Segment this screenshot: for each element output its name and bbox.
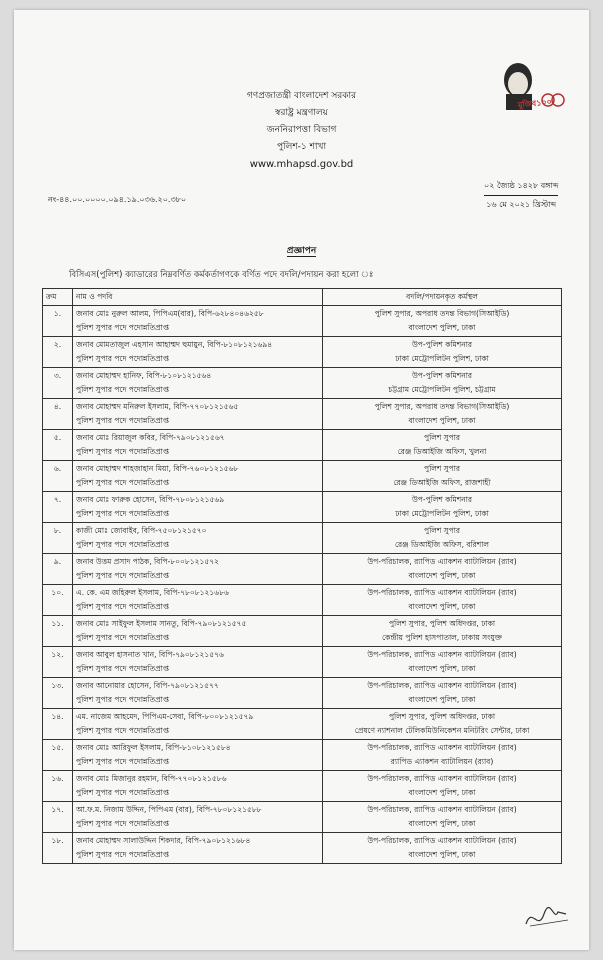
table-row: [43, 802, 562, 833]
officer-name: জনাব আনোয়ার হোসেন, বিপি-৭৯০৮১২১৫৭৭: [76, 681, 219, 690]
posting-line-2: বাংলাদেশ পুলিশ, ঢাকা: [408, 695, 476, 704]
table-row: [43, 647, 562, 678]
officer-name: জনাব মোহাম্মদ হানিফ, বিপি-৮১০৮১২১৫৬৪: [76, 371, 212, 380]
posting-line-2: চট্টগ্রাম মেট্রোপলিটন পুলিশ, চট্টগ্রাম: [388, 385, 496, 394]
row-name-cell: [73, 523, 323, 554]
row-name-cell: [73, 678, 323, 709]
table-row: [43, 709, 562, 740]
posting-line-1: পুলিশ সুপার, পুলিশ অধিদপ্তর, ঢাকা: [388, 712, 496, 721]
officer-name: জনাব মোহাম্মদ শাহজাহান মিয়া, বিপি-৭৬০৮১২১৫৬৮: [76, 464, 239, 473]
row-name-cell: [73, 616, 323, 647]
posting-line-1: পুলিশ সুপার, অপরাধ তদন্ত বিভাগ(সিআইডি): [374, 309, 510, 318]
posting-line-1: পুলিশ সুপার, পুলিশ অধিদপ্তর, ঢাকা: [388, 619, 496, 628]
row-serial: ৬.: [43, 461, 73, 492]
promotion-note: পুলিশ সুপার পদে পদোন্নতিপ্রাপ্ত: [76, 850, 170, 859]
promotion-note: পুলিশ সুপার পদে পদোন্নতিপ্রাপ্ত: [76, 633, 170, 642]
row-posting-cell: [323, 337, 562, 368]
row-posting-cell: [323, 616, 562, 647]
promotion-note: পুলিশ সুপার পদে পদোন্নতিপ্রাপ্ত: [76, 788, 170, 797]
govt-name: গণপ্রজাতন্ত্রী বাংলাদেশ সরকার: [246, 91, 357, 101]
row-posting-cell: [323, 430, 562, 461]
officer-name: জনাব মোঃ নুরুল আলম, পিপিএম(বার), বিপি-৬২৮৪০৪৬২৫৮: [76, 309, 264, 318]
row-name-cell: [73, 740, 323, 771]
row-serial: ১০.: [43, 585, 73, 616]
promotion-note: পুলিশ সুপার পদে পদোন্নতিপ্রাপ্ত: [76, 385, 170, 394]
posting-line-2: র‍্যাপিড এ্যাকশন ব্যাটালিয়ন (র‍্যাব): [390, 757, 494, 766]
posting-line-1: উপ-পরিচালক, র‍্যাপিড এ্যাকশন ব্যাটালিয়ন (র‍্যাব): [367, 774, 517, 783]
posting-line-2: ঢাকা মেট্রোপলিটন পুলিশ, ঢাকা: [395, 509, 489, 518]
header-posting: বদলি/পদায়নকৃত কর্মস্থল: [323, 289, 562, 306]
table-row: [43, 461, 562, 492]
signature: [522, 902, 572, 932]
row-serial: ১২.: [43, 647, 73, 678]
row-name-cell: [73, 802, 323, 833]
posting-line-1: পুলিশ সুপার: [424, 433, 460, 442]
row-name-cell: [73, 461, 323, 492]
section-name: পুলিশ-১ শাখা: [276, 142, 327, 152]
row-serial: ৮.: [43, 523, 73, 554]
document-title: প্রজ্ঞাপন: [286, 246, 317, 256]
posting-line-2: কেন্দ্রীয় পুলিশ হাসপাতাল, ঢাকায় সংযুক্ত: [382, 633, 502, 642]
logo-text: মুজিব১০০: [517, 97, 553, 110]
promotion-note: পুলিশ সুপার পদে পদোন্নতিপ্রাপ্ত: [76, 540, 170, 549]
row-serial: ১৫.: [43, 740, 73, 771]
row-serial: ৩.: [43, 368, 73, 399]
posting-line-2: রেঞ্জ ডিআইজি অফিস, বরিশাল: [394, 540, 489, 549]
table-row: [43, 492, 562, 523]
row-posting-cell: [323, 492, 562, 523]
promotion-note: পুলিশ সুপার পদে পদোন্নতিপ্রাপ্ত: [76, 323, 170, 332]
row-name-cell: [73, 368, 323, 399]
posting-line-2: বাংলাদেশ পুলিশ, ঢাকা: [408, 819, 476, 828]
posting-line-2: বাংলাদেশ পুলিশ, ঢাকা: [408, 850, 476, 859]
row-serial: ৯.: [43, 554, 73, 585]
table-row: [43, 771, 562, 802]
posting-line-2: রেঞ্জ ডিআইজি অফিস, খুলনা: [397, 447, 487, 456]
table-row: [43, 554, 562, 585]
row-posting-cell: [323, 678, 562, 709]
promotion-note: পুলিশ সুপার পদে পদোন্নতিপ্রাপ্ত: [76, 416, 170, 425]
website: www.mhapsd.gov.bd: [249, 159, 354, 170]
posting-line-1: উপ-পরিচালক, র‍্যাপিড এ্যাকশন ব্যাটালিয়ন (র‍্যাব): [367, 557, 517, 566]
posting-line-1: উপ-পুলিশ কমিশনার: [411, 340, 473, 349]
date-block: [484, 180, 558, 212]
table-row: [43, 678, 562, 709]
memo-number: নং-৪৪.০০.০০০০.০৯৪.১৯.০৩৬.২০.৩৮০: [48, 195, 187, 204]
ministry-name: স্বরাষ্ট্র মন্ত্রণালয়: [275, 108, 328, 118]
table-row: [43, 740, 562, 771]
officer-name: জনাব মোহাম্মদ সালাউদ্দিন শিকদার, বিপি-৭৯০৮১২১৬৮৪: [76, 836, 251, 845]
row-serial: ১.: [43, 306, 73, 337]
officer-name: এ. কে. এম জহিরুল ইসলাম, বিপি-৭৮০৮১২১৬৮৬: [76, 588, 229, 597]
posting-line-1: উপ-পরিচালক, র‍্যাপিড এ্যাকশন ব্যাটালিয়ন (র‍্যাব): [367, 836, 517, 845]
row-serial: ১৭.: [43, 802, 73, 833]
posting-line-1: উপ-পরিচালক, র‍্যাপিড এ্যাকশন ব্যাটালিয়ন (র‍্যাব): [367, 681, 517, 690]
row-serial: ১৮.: [43, 833, 73, 864]
row-serial: ১১.: [43, 616, 73, 647]
table-row: [43, 616, 562, 647]
promotion-note: পুলিশ সুপার পদে পদোন্নতিপ্রাপ্ত: [76, 478, 170, 487]
document-page: [14, 10, 589, 950]
officer-name: জনাব মোঃ আরিফুল ইসলাম, বিপি-৮১০৮১২১৫৮৪: [76, 743, 231, 752]
promotion-note: পুলিশ সুপার পদে পদোন্নতিপ্রাপ্ত: [76, 695, 170, 704]
row-serial: ৭.: [43, 492, 73, 523]
letterhead: [14, 88, 589, 173]
table-row: [43, 368, 562, 399]
promotion-note: পুলিশ সুপার পদে পদোন্নতিপ্রাপ্ত: [76, 726, 170, 735]
row-name-cell: [73, 306, 323, 337]
row-posting-cell: [323, 368, 562, 399]
posting-line-2: বাংলাদেশ পুলিশ, ঢাকা: [408, 664, 476, 673]
row-posting-cell: [323, 554, 562, 585]
row-name-cell: [73, 492, 323, 523]
posting-line-2: বাংলাদেশ পুলিশ, ঢাকা: [408, 602, 476, 611]
row-posting-cell: [323, 647, 562, 678]
posting-line-1: পুলিশ সুপার: [424, 464, 460, 473]
header-name: নাম ও পদবি: [73, 289, 323, 306]
officer-name: জনাব মোঃ মিজানুর রহমান, বিপি-৭৭০৮১২১৫৮৬: [76, 774, 227, 783]
officer-name: জনাব মোঃ সাইফুল ইসলাম সানতু, বিপি-৭৯০৮১২১৫৭৫: [76, 619, 247, 628]
intro-text: বিসিএস(পুলিশ) ক্যাডারের নিম্নবর্ণিত কর্মকর্তাগণকে বর্ণিত পদে বদলি/পদায়ন করা হলো ঃ: [69, 270, 374, 280]
table-row: [43, 585, 562, 616]
row-serial: ২.: [43, 337, 73, 368]
posting-line-1: উপ-পরিচালক, র‍্যাপিড এ্যাকশন ব্যাটালিয়ন (র‍্যাব): [367, 650, 517, 659]
table-row: [43, 430, 562, 461]
table-row: [43, 399, 562, 430]
officer-name: জনাব আবুল হাসনাত খান, বিপি-৭৯০৮১২১৫৭৬: [76, 650, 224, 659]
row-posting-cell: [323, 771, 562, 802]
posting-line-2: ঢাকা মেট্রোপলিটন পুলিশ, ঢাকা: [395, 354, 489, 363]
promotion-note: পুলিশ সুপার পদে পদোন্নতিপ্রাপ্ত: [76, 571, 170, 580]
date-bangla: ০২ জ্যৈষ্ঠ ১৪২৮ বঙ্গাব্দ: [484, 180, 558, 196]
posting-line-1: উপ-পরিচালক, র‍্যাপিড এ্যাকশন ব্যাটালিয়ন (র‍্যাব): [367, 588, 517, 597]
row-name-cell: [73, 709, 323, 740]
posting-line-2: বাংলাদেশ পুলিশ, ঢাকা: [408, 416, 476, 425]
header-serial: ক্রম: [43, 289, 73, 306]
row-posting-cell: [323, 523, 562, 554]
promotion-note: পুলিশ সুপার পদে পদোন্নতিপ্রাপ্ত: [76, 354, 170, 363]
promotion-note: পুলিশ সুপার পদে পদোন্নতিপ্রাপ্ত: [76, 819, 170, 828]
promotion-note: পুলিশ সুপার পদে পদোন্নতিপ্রাপ্ত: [76, 664, 170, 673]
posting-line-2: রেঞ্জ ডিআইজি অফিস, রাজশাহী: [393, 478, 491, 487]
row-name-cell: [73, 399, 323, 430]
table-row: [43, 337, 562, 368]
row-posting-cell: [323, 833, 562, 864]
table-row: [43, 523, 562, 554]
transfer-table: [42, 288, 562, 864]
officer-name: জনাব মোঃ রিয়াজুল কবির, বিপি-৭৯০৮১২১৫৬৭: [76, 433, 225, 442]
row-serial: ৪.: [43, 399, 73, 430]
row-serial: ১৪.: [43, 709, 73, 740]
posting-line-1: উপ-পুলিশ কমিশনার: [411, 495, 473, 504]
promotion-note: পুলিশ সুপার পদে পদোন্নতিপ্রাপ্ত: [76, 602, 170, 611]
row-serial: ১৬.: [43, 771, 73, 802]
row-serial: ১৩.: [43, 678, 73, 709]
posting-line-2: বাংলাদেশ পুলিশ, ঢাকা: [408, 788, 476, 797]
posting-line-1: উপ-পরিচালক, র‍্যাপিড এ্যাকশন ব্যাটালিয়ন (র‍্যাব): [367, 743, 517, 752]
posting-line-1: উপ-পুলিশ কমিশনার: [411, 371, 473, 380]
row-name-cell: [73, 647, 323, 678]
row-serial: ৫.: [43, 430, 73, 461]
officer-name: জনাব উত্তম প্রসাদ পাঠক, বিপি-৮০০৮১২১৫৭২: [76, 557, 219, 566]
posting-line-2: বাংলাদেশ পুলিশ, ঢাকা: [408, 571, 476, 580]
row-name-cell: [73, 771, 323, 802]
officer-name: জনাব মোহাম্মদ মনিরুল ইসলাম, বিপি-৭৭০৮১২১৫৬৫: [76, 402, 239, 411]
promotion-note: পুলিশ সুপার পদে পদোন্নতিপ্রাপ্ত: [76, 509, 170, 518]
row-name-cell: [73, 833, 323, 864]
row-posting-cell: [323, 306, 562, 337]
promotion-note: পুলিশ সুপার পদে পদোন্নতিপ্রাপ্ত: [76, 757, 170, 766]
row-posting-cell: [323, 585, 562, 616]
row-name-cell: [73, 337, 323, 368]
posting-line-2: বাংলাদেশ পুলিশ, ঢাকা: [408, 323, 476, 332]
row-name-cell: [73, 430, 323, 461]
posting-line-1: পুলিশ সুপার, অপরাধ তদন্ত বিভাগ(সিআইডি): [374, 402, 510, 411]
posting-line-1: উপ-পরিচালক, র‍্যাপিড এ্যাকশন ব্যাটালিয়ন (র‍্যাব): [367, 805, 517, 814]
posting-line-2: প্রেষণে ন্যাশনাল টেলিকমিউনিকেশন মনিটরিং সেন্টার, ঢাকা: [354, 726, 530, 735]
division-name: জননিরাপত্তা বিভাগ: [266, 125, 337, 135]
posting-line-1: পুলিশ সুপার: [424, 526, 460, 535]
row-posting-cell: [323, 802, 562, 833]
date-gregorian: ১৬ মে ২০২১ খ্রিস্টাব্দ: [486, 200, 557, 209]
officer-name: এম. নাজেম আহমেদ, পিপিএম-সেবা, বিপি-৮০০৮১২১৫৭৯: [76, 712, 254, 721]
row-name-cell: [73, 585, 323, 616]
table-row: [43, 833, 562, 864]
row-posting-cell: [323, 709, 562, 740]
officer-name: আ.ফ.ম. নিজাম উদ্দিন, পিপিএম (বার), বিপি-৭৮০৮১২১৫৮৮: [76, 805, 262, 814]
row-name-cell: [73, 554, 323, 585]
officer-name: কাজী মোঃ জোবাইব, বিপি-৭৫০৮১২১৫৭০: [76, 526, 207, 535]
row-posting-cell: [323, 740, 562, 771]
row-posting-cell: [323, 461, 562, 492]
table-row: [43, 306, 562, 337]
table-header-row: [43, 289, 562, 306]
officer-name: জনাব মোমতাজুল এহসান আহাম্মদ হুমায়ুন, বিপি-৮১০৮১২১৬৯৪: [76, 340, 273, 349]
row-posting-cell: [323, 399, 562, 430]
officer-name: জনাব মোঃ ফারুক হোসেন, বিপি-৭৮০৮১২১৫৬৯: [76, 495, 225, 504]
promotion-note: পুলিশ সুপার পদে পদোন্নতিপ্রাপ্ত: [76, 447, 170, 456]
